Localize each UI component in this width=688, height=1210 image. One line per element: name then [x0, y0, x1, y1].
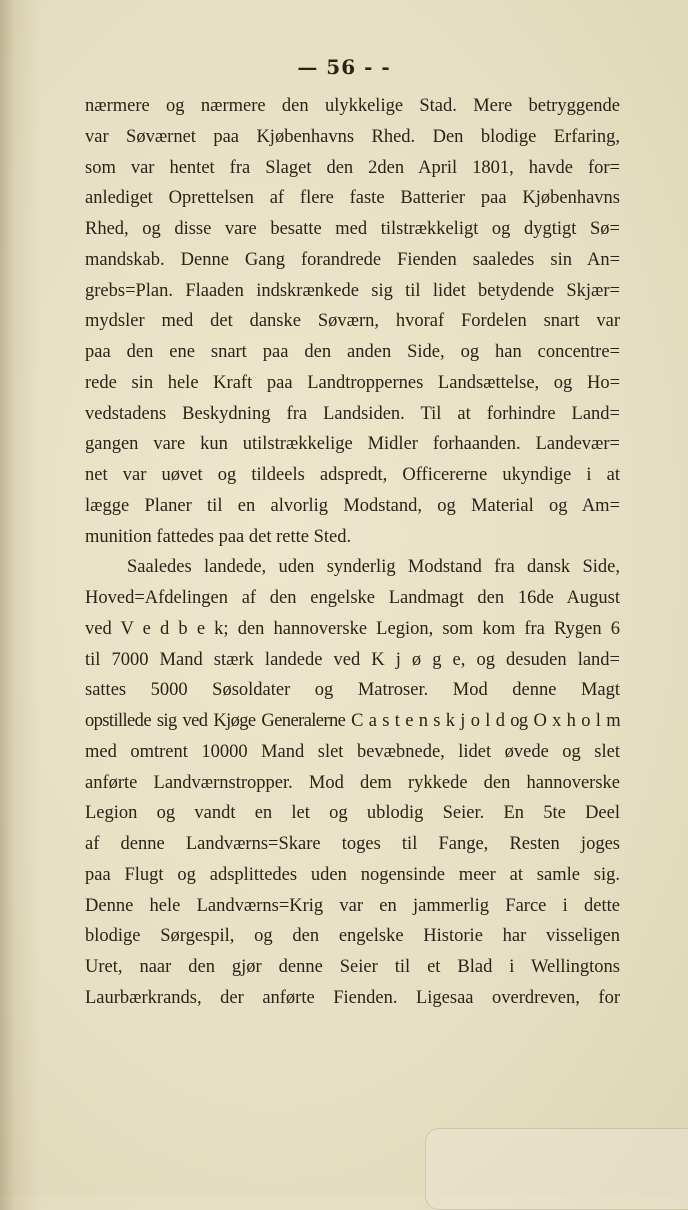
- text-line: lægge Planer til en alvorlig Modstand, og Material og Am=: [85, 495, 620, 516]
- text-line: opstillede sig ved Kjøge Generalerne C a s t e n s k j o l d og O x h o l m: [85, 711, 620, 731]
- text-line: ved V e d b e k; den hannoverske Legion, som kom fra Rygen 6: [85, 618, 620, 639]
- text-line: Denne hele Landværns=Krig var en jammerlig Farce i dette: [85, 895, 620, 916]
- text-line: Uret, naar den gjør denne Seier til et Blad i Wellingtons: [85, 957, 620, 977]
- text-line: med omtrent 10000 Mand slet bevæbnede, lidet øvede og slet: [85, 741, 620, 762]
- page-number: — 56 - -: [297, 55, 391, 79]
- text-line: mandskab. Denne Gang forandrede Fienden saaledes sin An=: [85, 249, 620, 270]
- text-line: Saaledes landede, uden synderlig Modstand fra dansk Side,: [127, 557, 620, 578]
- text-line: nærmere og nærmere den ulykkelige Stad. Mere betryggende: [85, 96, 620, 116]
- text-line: net var uøvet og tildeels adspredt, Officererne ukyndige i at: [85, 465, 620, 485]
- text-line: til 7000 Mand stærk landede ved K j ø g e, og desuden land=: [85, 649, 620, 670]
- text-line: anlediget Oprettelsen af flere faste Batterier paa Kjøbenhavns: [85, 188, 620, 209]
- text-line: munition fattedes paa det rette Sted.: [85, 526, 352, 547]
- text-line: grebs=Plan. Flaaden indskrænkede sig til lidet betydende Skjær=: [85, 280, 620, 301]
- text-line: Rhed, og disse vare besatte med tilstrækkeligt og dygtigt Sø=: [85, 219, 620, 239]
- text-line: paa den ene snart paa den anden Side, og han concentre=: [85, 342, 620, 362]
- text-line: mydsler med det danske Søværn, hvoraf Fordelen snart var: [85, 311, 620, 332]
- text-line: som var hentet fra Slaget den 2den April 1801, havde for=: [85, 157, 620, 178]
- text-line: blodige Sørgespil, og den engelske Historie har visseligen: [85, 926, 620, 947]
- text-line: Hoved=Afdelingen af den engelske Landmagt den 16de August: [85, 588, 620, 608]
- text-line: gangen vare kun utilstrækkelige Midler forhaanden. Landevær=: [85, 434, 620, 455]
- text-line: vedstadens Beskydning fra Landsiden. Til at forhindre Land=: [85, 403, 620, 424]
- text-line: Laurbærkrands, der anførte Fienden. Ligesaa overdreven, for: [85, 987, 620, 1008]
- text-line: anførte Landværnstropper. Mod dem rykkede den hannoverske: [85, 772, 620, 793]
- text-line: af denne Landværns=Skare toges til Fange, Resten joges: [85, 834, 620, 854]
- page-body-text: [85, 91, 620, 1014]
- text-line: paa Flugt og adsplittedes uden nogensinde meer at samle sig.: [85, 864, 620, 885]
- scan-smudge: [425, 1128, 688, 1210]
- text-line: rede sin hele Kraft paa Landtroppernes Landsættelse, og Ho=: [85, 372, 620, 393]
- text-line: var Søværnet paa Kjøbenhavns Rhed. Den blodige Erfaring,: [85, 126, 620, 147]
- text-line: sattes 5000 Søsoldater og Matroser. Mod denne Magt: [85, 680, 620, 701]
- text-line: Legion og vandt en let og ublodig Seier. En 5te Deel: [85, 803, 620, 824]
